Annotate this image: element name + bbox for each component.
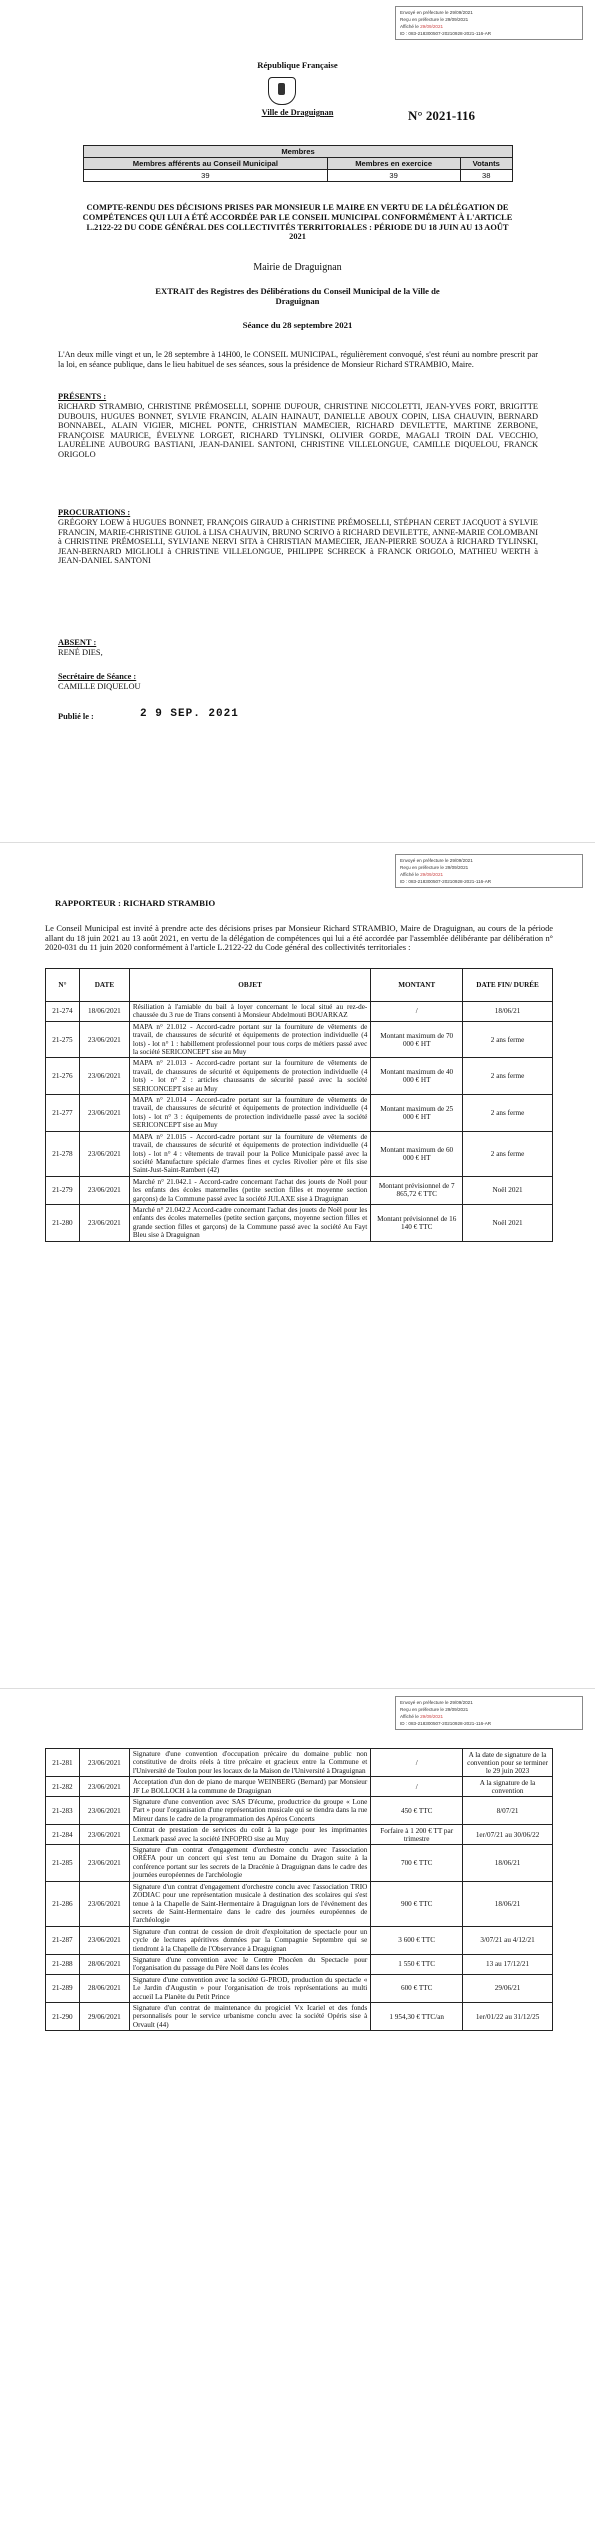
extrait-title: EXTRAIT des Registres des Délibérations du Conseil Municipal de la Ville de Draguignan [155,286,440,306]
table-row [46,1845,553,1882]
decision-number: 21-286 [46,1881,80,1926]
stamp-id: ID : 083-218300507-20210928-2021-116-AR [400,879,492,884]
decision-number: 21-281 [46,1749,80,1777]
members-value: 39 [327,170,460,182]
members-header: Membres afférents au Conseil Municipal [84,158,328,170]
column-header-montant: MONTANT [371,969,463,1002]
decision-montant: 3 600 € TTC [371,1926,463,1954]
decision-fin: 18/06/21 [463,1845,553,1882]
decision-montant: 1 954,30 € TTC/an [371,2002,463,2030]
decision-objet: Signature d'un contrat d'engagement d'orchestre conclu avec l'association TRIO ZODIAC pour une représentation musicale à destination des scolaires qui s'est tenue à la Chapelle de Saint-Hermentaire à Draguignan lors de l'événement des secrets de Saint-Hermentaire dans le cadre des journées européennes de l'archéologie [129,1881,370,1926]
decision-date: 23/06/2021 [79,1797,129,1825]
stamp-received: Reçu en préfecture le 29/09/2021 [400,1707,469,1712]
table-row [46,1954,553,1974]
decision-montant: Montant maximum de 25 000 € HT [371,1095,463,1132]
city-coat-of-arms-icon [268,77,296,105]
decision-montant: Montant prévisionnel de 7 865,72 € TTC [371,1176,463,1204]
table-row [46,1974,553,2002]
absent-label: ABSENT : [58,638,97,647]
procurations-label: PROCURATIONS : [58,508,131,517]
decision-date: 23/06/2021 [79,1749,129,1777]
decision-fin: 1er/07/21 au 30/06/22 [463,1825,553,1845]
prefecture-stamp [395,854,583,888]
decision-montant: Forfaire à 1 200 € TT par trimestre [371,1825,463,1845]
decision-objet: Marché n° 21.042.2 Accord-cadre concernant l'achat des jouets de Noël pour les enfants des écoles maternelles (petite section garçons, moyenne section filles et grande section filles et garçons) de la Commune passé avec la société Au Fayt Bleu sise à Draguignan [129,1204,370,1241]
table-row [46,1204,553,1241]
decision-number: 21-275 [46,1021,80,1058]
decision-number: 21-277 [46,1095,80,1132]
decision-date: 28/06/2021 [79,1974,129,2002]
table-row [46,1749,553,1777]
absent-list: RENÉ DIES, [58,648,103,657]
decision-objet: MAPA n° 21.015 - Accord-cadre portant sur la fourniture de vêtements de travail, de chaussures de sécurité et équipements de protection individuelle (4 lots) - lot n° 4 : vêtements de travail pour la Police Municipale passé avec la société Manufacture spéciale d'armes fines et cycles Rivolier père et fils sise Saint-Just-Saint-Rambert (42) [129,1131,370,1176]
decision-number: 21-280 [46,1204,80,1241]
decision-montant: 1 550 € TTC [371,1954,463,1974]
decision-date: 23/06/2021 [79,1131,129,1176]
decision-objet: Signature d'un contrat de maintenance du progiciel Vx Icariel et des fonds personnalisés pour le service urbanisme conclu avec la société Opéris sise à Orvault (44) [129,2002,370,2030]
decision-number: 21-288 [46,1954,80,1974]
stamp-posted [400,871,578,878]
column-header-date: DATE [79,969,129,1002]
decision-fin: 2 ans ferme [463,1095,553,1132]
table-row [46,1926,553,1954]
decision-montant: / [371,1777,463,1797]
decision-fin: Noël 2021 [463,1204,553,1241]
decision-objet: MAPA n° 21.012 - Accord-cadre portant sur la fourniture de vêtements de travail, de chaussures de sécurité et équipements de protection individuelle (4 lots) - lot n° 1 : habillement professionnel pour tous corps de métiers passé avec la société SERICONCEPT sise au Muy [129,1021,370,1058]
decision-date: 23/06/2021 [79,1845,129,1882]
page-1 [0,0,595,840]
decision-date: 23/06/2021 [79,1926,129,1954]
decision-date: 23/06/2021 [79,1176,129,1204]
decision-montant: / [371,1002,463,1022]
members-table [83,145,513,182]
page-3 [0,1692,595,2536]
decision-montant: 700 € TTC [371,1845,463,1882]
stamp-sent: Envoyé en préfecture le 29/09/2021 [400,10,473,15]
stamp-received: Reçu en préfecture le 29/09/2021 [400,17,469,22]
decision-date: 23/06/2021 [79,1777,129,1797]
members-value: 38 [460,170,512,182]
decision-fin: A la signature de la convention [463,1777,553,1797]
decision-number: 21-289 [46,1974,80,2002]
decision-fin: 3/07/21 au 4/12/21 [463,1926,553,1954]
decision-fin: 29/06/21 [463,1974,553,2002]
rapporteur: RAPPORTEUR : RICHARD STRAMBIO [55,898,216,908]
decision-montant: / [371,1749,463,1777]
members-value: 39 [84,170,328,182]
table-row [46,1058,553,1095]
decision-montant: 900 € TTC [371,1881,463,1926]
compte-rendu-title: COMPTE-RENDU DES DÉCISIONS PRISES PAR MONSIEUR LE MAIRE EN VERTU DE LA DÉLÉGATION DE COMPÉTENCES QUI LUI A ÉTÉ ACCORDÉE PAR LE CONSEIL MUNICIPAL CONFORMÉMENT À L'ARTICLE L.2122-22 DU CODE GÉNÉRAL DES COLLECTIVITÉS TERRITORIALES : PÉRIODE DU 18 JUIN AU 13 AOÛT 2021 [82,203,513,242]
decision-date: 29/06/2021 [79,2002,129,2030]
decision-number: 21-274 [46,1002,80,1022]
page2-intro: Le Conseil Municipal est invité à prendre acte des décisions prises par Monsieur Richard STRAMBIO, Maire de Draguignan, au cours de la période allant du 18 juin 2021 au 13 août 2021, en vertu de la délégation de compétences qui lui a été accordée par l'assemblée délibérante par délibération n° 2020-031 du 11 juin 2020 conformément à l'article L.2122-22 du Code général des collectivités territoriales : [45,924,553,953]
decision-objet: Signature d'une convention avec SAS D'écume, productrice du groupe « Lone Part » pour l'organisation d'une représentation musicale qui se tiendra dans la rue Mireur dans le cadre de la programmation des Apéros Concerts [129,1797,370,1825]
column-header-number: N° [46,969,80,1002]
stamp-posted-date: 29/09/2021 [420,872,444,877]
page-separator [0,1688,595,1689]
decision-fin: 18/06/21 [463,1002,553,1022]
decision-number: 21-282 [46,1777,80,1797]
decision-date: 23/06/2021 [79,1021,129,1058]
stamp-posted-label: Affiché le [400,24,419,29]
decision-number: 21-287 [46,1926,80,1954]
decision-objet: Signature d'un contrat d'engagement d'orchestre conclu avec l'association ORÉFA pour un concert qui s'est tenu au Domaine du Dragon suite à la conférence portant sur les secrets de la Dracénie à Draguignan dans le cadre des journées européennes de l'archéologie [129,1845,370,1882]
decision-fin: 18/06/21 [463,1881,553,1926]
decision-objet: Résiliation à l'amiable du bail à loyer concernant le local situé au rez-de-chaussée du 3 rue de Trans consenti à Monsieur Abdelmouti BOUARKAZ [129,1002,370,1022]
decision-number: 21-290 [46,2002,80,2030]
decision-fin: 2 ans ferme [463,1131,553,1176]
table-row [46,2002,553,2030]
decision-date: 23/06/2021 [79,1825,129,1845]
members-header: Votants [460,158,512,170]
publication-date: 2 9 SEP. 2021 [140,708,239,720]
decision-fin: Noël 2021 [463,1176,553,1204]
intro-paragraph: L'An deux mille vingt et un, le 28 septembre à 14H00, le CONSEIL MUNICIPAL, régulièrement convoqué, s'est réuni au nombre prescrit par la loi, en séance publique, dans le lieu habituel de ses séances, sous la présidence de Monsieur Richard STRAMBIO, Maire. [58,350,538,369]
publie-label: Publié le : [58,712,94,721]
decision-number: 21-285 [46,1845,80,1882]
decision-date: 23/06/2021 [79,1095,129,1132]
stamp-sent: Envoyé en préfecture le 29/09/2021 [400,1700,473,1705]
table-row [46,1881,553,1926]
secretaire-label: Secrétaire de Séance : [58,672,137,681]
page-2 [0,846,595,1686]
deliberation-number: N° 2021-116 [408,108,475,123]
decision-number: 21-279 [46,1176,80,1204]
decision-number: 21-284 [46,1825,80,1845]
decision-fin: A la date de signature de la convention pour se terminer le 29 juin 2023 [463,1749,553,1777]
decision-date: 23/06/2021 [79,1204,129,1241]
decision-number: 21-283 [46,1797,80,1825]
table-row [46,1095,553,1132]
column-header-objet: OBJET [129,969,370,1002]
decision-fin: 8/07/21 [463,1797,553,1825]
decision-montant: 450 € TTC [371,1797,463,1825]
table-row [46,1176,553,1204]
decision-montant: Montant prévisionnel de 16 140 € TTC [371,1204,463,1241]
decision-objet: Signature d'une convention avec le Centre Phocéen du Spectacle pour l'organisation du passage du Père Noël dans les écoles [129,1954,370,1974]
decision-date: 28/06/2021 [79,1954,129,1974]
procurations-list: GRÉGORY LOEW à HUGUES BONNET, FRANÇOIS GIRAUD à CHRISTINE PRÉMOSELLI, STÉPHAN CERET JACQUOT à SYLVIE FRANCIN, MARIE-CHRISTINE GUIOL à LISA CHAUVIN, BRUNO SCRIVO à RICHARD DEVILETTE, ANNE-MARIE COLOMBANI à CHRISTINE PRÉMOSELLI, SYLVIANE NERVI SITA à CHRISTIAN MAMECIER, JEAN-PIERRE SOUZA à RICHARD TYLINSKI, JEAN-BERNARD MIGLIOLI à CHRISTINE VILLELONGUE, PHILIPPE SCHRECK à FRANCK ORIGOLO, MATHIEU WERTH à JEAN-DANIEL SANTONI [58,518,538,566]
decision-montant: Montant maximum de 60 000 € HT [371,1131,463,1176]
decisions-table-continued [45,1748,553,2031]
stamp-posted [400,23,578,30]
city-name: Ville de Draguignan [261,108,334,117]
stamp-sent: Envoyé en préfecture le 29/09/2021 [400,858,473,863]
decision-objet: MAPA n° 21.014 - Accord-cadre portant sur la fourniture de vêtements de travail, de chaussures de sécurité et équipements de protection individuelle (4 lots) - lot n° 3 : équipements de protection individuelle passé avec la société SERICONCEPT sise au Muy [129,1095,370,1132]
decision-date: 23/06/2021 [79,1881,129,1926]
stamp-id: ID : 083-218300507-20210928-2021-116-AR [400,1721,492,1726]
stamp-posted [400,1713,578,1720]
decision-fin: 2 ans ferme [463,1058,553,1095]
decision-montant: Montant maximum de 70 000 € HT [371,1021,463,1058]
presents-list: RICHARD STRAMBIO, CHRISTINE PRÉMOSELLI, SOPHIE DUFOUR, CHRISTINE NICCOLETTI, JEAN-YVES FORT, BRIGITTE DUBOUIS, HUGUES BONNET, SYLVIE FRANCIN, ALAIN HAINAUT, DANIELLE ABOUX COPIN, LISA CHAUVIN, BERNARD BONNABEL, ALAIN VIGIER, MICHEL PONTE, CHRISTIAN MAMECIER, RICHARD DEVILETTE, MARTINE ZERBONE, FRANÇOISE MAURICE, ÉVELYNE LORGET, RICHARD TYLINSKI, OLIVIER GORDE, MAGALI TROIN DAL VECCHIO, LAURELINE AUBOURG BASTIANI, JEAN-DANIEL SANTONI, CHRISTINE VILLELONGUE, CAMILLE DIQUELOU, FRANCK ORIGOLO [58,402,538,459]
decision-objet: Signature d'une convention avec la société G-PROD, production du spectacle « Le Jardin d'Augustin » pour l'organisation de trois représentations au multi accueil La Planète du Petit Prince [129,1974,370,2002]
stamp-posted-date: 29/09/2021 [420,24,444,29]
decision-montant: Montant maximum de 40 000 € HT [371,1058,463,1095]
stamp-posted-date: 29/09/2021 [420,1714,444,1719]
decision-fin: 13 au 17/12/21 [463,1954,553,1974]
decision-objet: Marché n° 21.042.1 - Accord-cadre concernant l'achat des jouets de Noël pour les enfants des écoles maternelles (petite section filles et moyenne section garçons) de la Commune passé avec la société JULAXE sise à Draguignan [129,1176,370,1204]
page-separator [0,842,595,843]
table-row [46,1131,553,1176]
table-row [46,1825,553,1845]
decision-objet: MAPA n° 21.013 - Accord-cadre portant sur la fourniture de vêtements de travail, de chaussures de sécurité et équipements de protection individuelle (4 lots) - lot n° 2 : articles chaussants de sécurité passé avec la société SERICONCEPT sise au Muy [129,1058,370,1095]
stamp-received: Reçu en préfecture le 29/09/2021 [400,865,469,870]
decisions-table [45,968,553,1242]
decision-number: 21-276 [46,1058,80,1095]
decision-fin: 2 ans ferme [463,1021,553,1058]
decision-objet: Acceptation d'un don de piano de marque WEINBERG (Bernard) par Monsieur JF Le BOLLOCH à la commune de Draguignan [129,1777,370,1797]
stamp-id: ID : 083-218300507-20210928-2021-116-AR [400,31,492,36]
members-header: Membres en exercice [327,158,460,170]
table-row [46,1797,553,1825]
table-row [46,1002,553,1022]
stamp-posted-label: Affiché le [400,1714,419,1719]
seance-date: Séance du 28 septembre 2021 [242,320,353,330]
decision-date: 23/06/2021 [79,1058,129,1095]
table-row [46,1021,553,1058]
decision-objet: Signature d'une convention d'occupation précaire du domaine public non constitutive de droits réels à titre précaire et gracieux entre la Commune et l'Université de Toulon pour les locaux de la Maison de l'Université à Draguignan [129,1749,370,1777]
decision-montant: 600 € TTC [371,1974,463,2002]
column-header-fin: DATE FIN/ DURÉE [463,969,553,1002]
republic-title: République Française [257,60,338,70]
decision-fin: 1er/01/22 au 31/12/25 [463,2002,553,2030]
stamp-posted-label: Affiché le [400,872,419,877]
decision-date: 18/06/2021 [79,1002,129,1022]
members-table-title: Membres [84,146,513,158]
table-row [46,1777,553,1797]
decision-objet: Signature d'un contrat de cession de droit d'exploitation de spectacle pour un cycle de lectures apéritives données par la Compagnie Septembre qui se tiendront à la Chapelle de l'Observance à Draguignan [129,1926,370,1954]
presents-label: PRÉSENTS : [58,392,107,401]
prefecture-stamp [395,6,583,40]
mairie-name: Mairie de Draguignan [253,262,342,273]
prefecture-stamp [395,1696,583,1730]
secretaire-name: CAMILLE DIQUELOU [58,682,141,691]
decision-number: 21-278 [46,1131,80,1176]
decision-objet: Contrat de prestation de services du coût à la page pour les imprimantes Lexmark passé avec la société INFOPRO sise au Muy [129,1825,370,1845]
